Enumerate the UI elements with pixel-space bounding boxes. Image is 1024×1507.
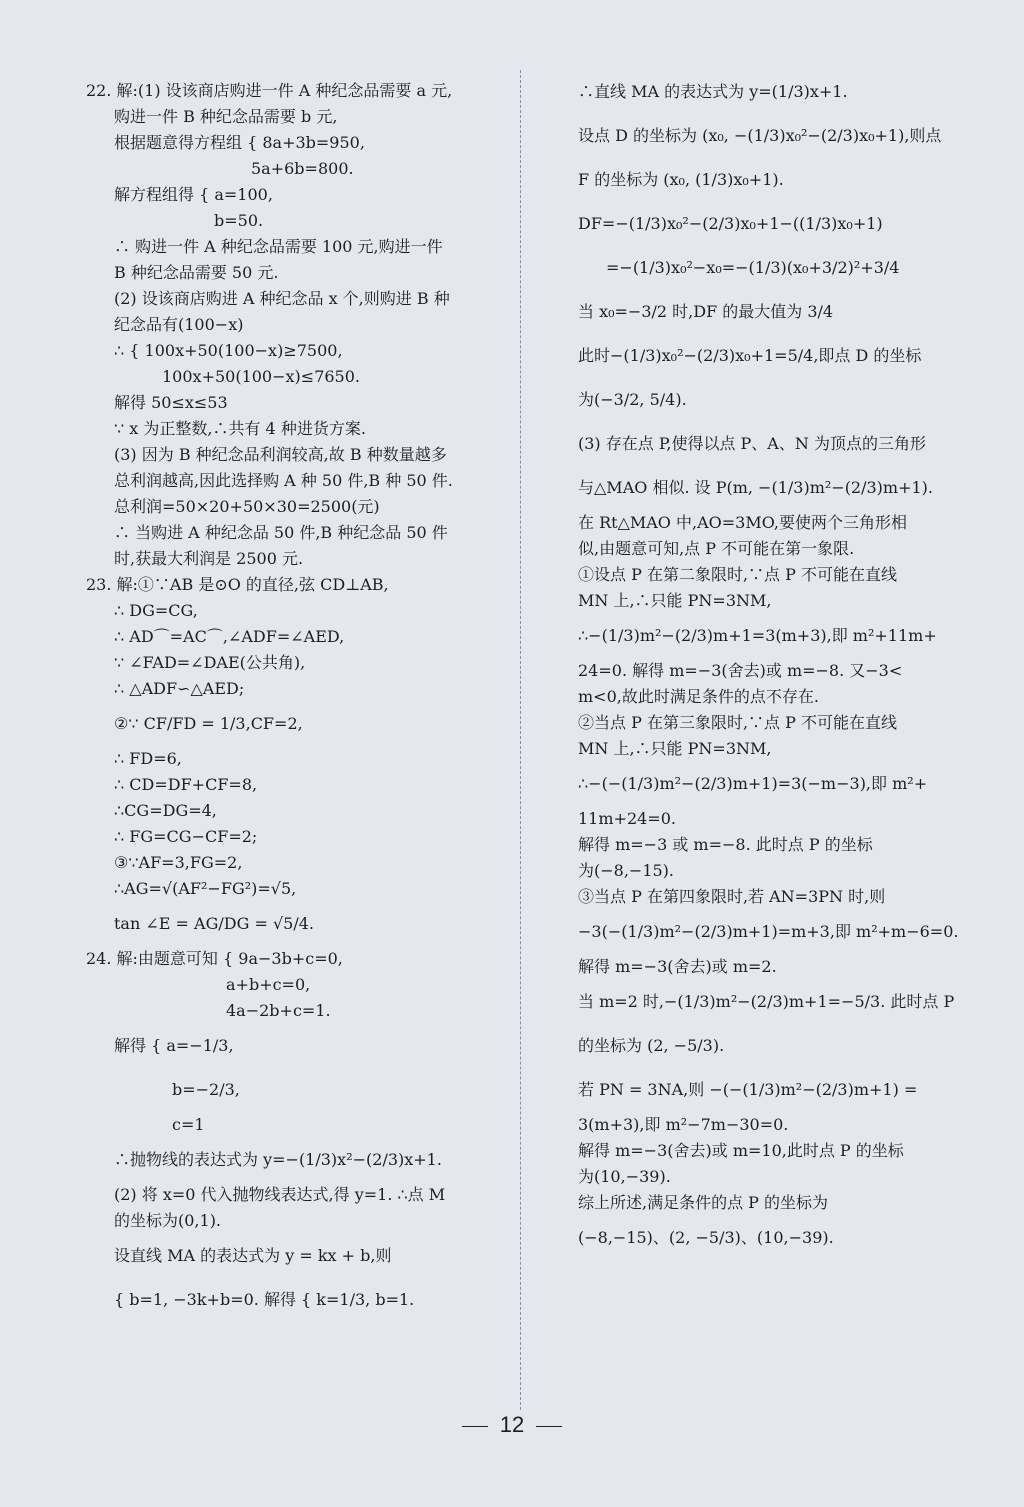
text-line: 在 Rt△MAO 中,AO=3MO,要使两个三角形相	[578, 513, 908, 532]
text-line: m<0,故此时满足条件的点不存在.	[578, 687, 819, 706]
text-line: 似,由题意可知,点 P 不可能在第一象限.	[578, 539, 855, 558]
text-line: 纪念品有(100−x)	[114, 315, 244, 334]
text-line: 解得 { a=−1/3,	[114, 1036, 234, 1055]
text-line: ∴ △ADF∽△AED;	[114, 679, 245, 698]
text-line: 的坐标为 (2, −5/3).	[578, 1036, 725, 1055]
left-column	[86, 78, 510, 1322]
text-line: −3(−(1/3)m²−(2/3)m+1)=m+3,即 m²+m−6=0.	[578, 922, 959, 941]
text-line: 解得 m=−3(舍去)或 m=10,此时点 P 的坐标	[578, 1141, 904, 1160]
text-line: ∴−(−(1/3)m²−(2/3)m+1)=3(−m−3),即 m²+	[578, 774, 928, 793]
text-line: 解得 m=−3(舍去)或 m=2.	[578, 957, 777, 976]
text-line: =−(1/3)x₀²−x₀=−(1/3)(x₀+3/2)²+3/4	[606, 258, 900, 277]
text-line: 解得 50≤x≤53	[114, 393, 228, 412]
text-line: ∵ ∠FAD=∠DAE(公共角),	[114, 653, 306, 672]
text-line: 为(−8,−15).	[578, 861, 675, 880]
right-column	[578, 78, 978, 1260]
text-line: ∴CG=DG=4,	[114, 801, 217, 820]
text-line: MN 上,∴只能 PN=3NM,	[578, 591, 772, 610]
text-line: 设点 D 的坐标为 (x₀, −(1/3)x₀²−(2/3)x₀+1),则点	[578, 126, 942, 145]
text-line: 时,获最大利润是 2500 元.	[114, 549, 304, 568]
text-line: ∴ { 100x+50(100−x)≥7500,	[114, 341, 343, 360]
text-line: 100x+50(100−x)≤7650.	[162, 367, 360, 386]
dash-left	[462, 1426, 488, 1427]
text-line: ∴ DG=CG,	[114, 601, 198, 620]
text-line: b=−2/3,	[172, 1080, 240, 1099]
text-line: ∴ 购进一件 A 种纪念品需要 100 元,购进一件	[114, 237, 443, 256]
text-line: 此时−(1/3)x₀²−(2/3)x₀+1=5/4,即点 D 的坐标	[578, 346, 922, 365]
text-line: ∴ FG=CG−CF=2;	[114, 827, 258, 846]
text-line: ③∵AF=3,FG=2,	[114, 853, 243, 872]
text-line: { b=1, −3k+b=0. 解得 { k=1/3, b=1.	[114, 1290, 415, 1309]
text-line: ∴−(1/3)m²−(2/3)m+1=3(m+3),即 m²+11m+	[578, 626, 937, 645]
text-line: ①设点 P 在第二象限时,∵点 P 不可能在直线	[578, 565, 897, 584]
text-line: 为(−3/2, 5/4).	[578, 390, 687, 409]
text-line: 的坐标为(0,1).	[114, 1211, 222, 1230]
text-line: 与△MAO 相似. 设 P(m, −(1/3)m²−(2/3)m+1).	[578, 478, 934, 497]
text-line: (3) 存在点 P,使得以点 P、A、N 为顶点的三角形	[578, 434, 926, 453]
text-line: (3) 因为 B 种纪念品利润较高,故 B 种数量越多	[114, 445, 447, 464]
text-line: 设直线 MA 的表达式为 y = kx + b,则	[114, 1246, 392, 1265]
text-line: 11m+24=0.	[578, 809, 676, 828]
dash-right	[536, 1426, 562, 1427]
text-line: 总利润=50×20+50×30=2500(元)	[114, 497, 380, 516]
text-line: c=1	[172, 1115, 205, 1134]
text-line: 4a−2b+c=1.	[226, 1001, 331, 1020]
text-line: 当 m=2 时,−(1/3)m²−(2/3)m+1=−5/3. 此时点 P	[578, 992, 955, 1011]
text-line: ∴ CD=DF+CF=8,	[114, 775, 258, 794]
text-line: F 的坐标为 (x₀, (1/3)x₀+1).	[578, 170, 784, 189]
text-line: ∴直线 MA 的表达式为 y=(1/3)x+1.	[578, 82, 848, 101]
text-line: 总利润越高,因此选择购 A 种 50 件,B 种 50 件.	[114, 471, 453, 490]
page-number	[0, 1412, 1024, 1438]
text-line: ∴ 当购进 A 种纪念品 50 件,B 种纪念品 50 件	[114, 523, 448, 542]
text-line: ②∵ CF/FD = 1/3,CF=2,	[114, 714, 303, 733]
page-number-text: 12	[499, 1412, 525, 1437]
column-divider	[520, 70, 521, 1410]
text-line: tan ∠E = AG/DG = √5/4.	[114, 914, 314, 933]
text-line: (2) 将 x=0 代入抛物线表达式,得 y=1. ∴点 M	[114, 1185, 446, 1204]
text-line: ∵ x 为正整数,∴共有 4 种进货方案.	[114, 419, 366, 438]
text-line: DF=−(1/3)x₀²−(2/3)x₀+1−((1/3)x₀+1)	[578, 214, 883, 233]
text-line: ∴AG=√(AF²−FG²)=√5,	[114, 879, 297, 898]
text-line: 24. 解:由题意可知 { 9a−3b+c=0,	[86, 949, 343, 968]
text-line: 若 PN = 3NA,则 −(−(1/3)m²−(2/3)m+1) =	[578, 1080, 918, 1099]
text-line: MN 上,∴只能 PN=3NM,	[578, 739, 772, 758]
text-line: 根据题意得方程组 { 8a+3b=950,	[114, 133, 365, 152]
text-line: (2) 设该商店购进 A 种纪念品 x 个,则购进 B 种	[114, 289, 450, 308]
text-line: 综上所述,满足条件的点 P 的坐标为	[578, 1193, 829, 1212]
text-line: 解得 m=−3 或 m=−8. 此时点 P 的坐标	[578, 835, 873, 854]
text-line: ②当点 P 在第三象限时,∵点 P 不可能在直线	[578, 713, 897, 732]
text-line: b=50.	[214, 211, 264, 230]
text-line: 24=0. 解得 m=−3(舍去)或 m=−8. 又−3<	[578, 661, 903, 680]
text-line: 5a+6b=800.	[251, 159, 354, 178]
text-line: 为(10,−39).	[578, 1167, 671, 1186]
text-line: 当 x₀=−3/2 时,DF 的最大值为 3/4	[578, 302, 834, 321]
text-line: 22. 解:(1) 设该商店购进一件 A 种纪念品需要 a 元,	[86, 81, 453, 100]
text-line: 23. 解:①∵AB 是⊙O 的直径,弦 CD⊥AB,	[86, 575, 389, 594]
text-line: (−8,−15)、(2, −5/3)、(10,−39).	[578, 1228, 834, 1247]
text-line: ③当点 P 在第四象限时,若 AN=3PN 时,则	[578, 887, 886, 906]
text-line: a+b+c=0,	[226, 975, 311, 994]
text-line: ∴ FD=6,	[114, 749, 182, 768]
text-line: 购进一件 B 种纪念品需要 b 元,	[114, 107, 338, 126]
text-line: ∴抛物线的表达式为 y=−(1/3)x²−(2/3)x+1.	[114, 1150, 442, 1169]
text-line: 解方程组得 { a=100,	[114, 185, 273, 204]
text-line: B 种纪念品需要 50 元.	[114, 263, 279, 282]
text-line: 3(m+3),即 m²−7m−30=0.	[578, 1115, 789, 1134]
text-line: ∴ AD⌒=AC⌒,∠ADF=∠AED,	[114, 627, 345, 646]
